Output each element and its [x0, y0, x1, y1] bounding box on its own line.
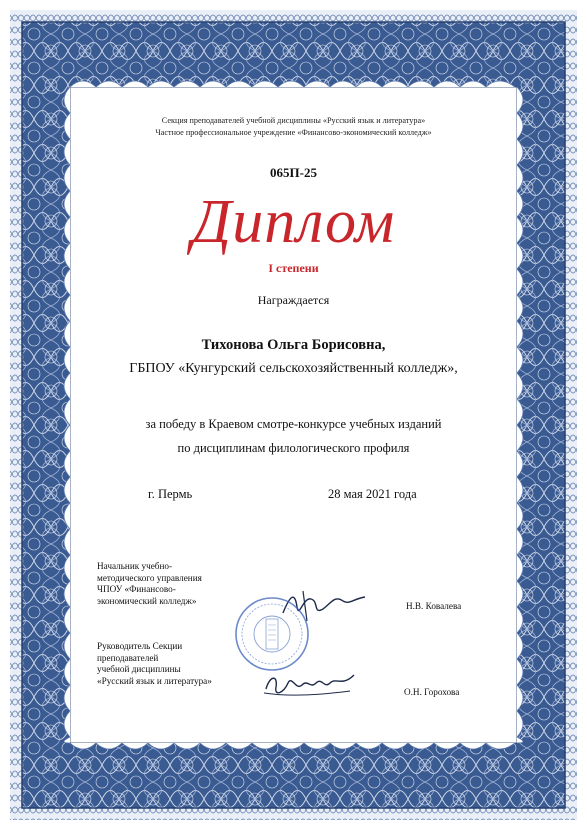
awarded-label: Награждается: [257, 293, 330, 307]
reason-line-1: за победу в Краевом смотре-конкурсе учебных изданий: [145, 417, 442, 431]
reason-line-2: по дисциплинам филологического профиля: [177, 441, 410, 455]
diploma-content: [78, 95, 509, 735]
diploma-title: Диплом: [191, 188, 396, 256]
diploma-degree: I степени: [268, 261, 319, 275]
signatory-2-name: О.Н. Горохова: [404, 687, 460, 697]
signatory-1-position-line: экономический колледж»: [97, 595, 197, 606]
signatory-1-position-line: методического управления: [97, 572, 202, 583]
recipient-organization: ГБПОУ «Кунгурский сельскохозяйственный колледж»,: [129, 361, 458, 376]
diploma-number: 065П-25: [270, 165, 317, 180]
signature-2: [260, 667, 360, 701]
official-stamp: [233, 595, 311, 673]
header-section-line: Секция преподавателей учебной дисциплины «Русский язык и литература»: [161, 116, 426, 125]
signatory-1-position: [97, 561, 202, 607]
recipient-name: Тихонова Ольга Борисовна,: [201, 337, 386, 353]
signatory-1-position-line: Начальник учебно-: [97, 561, 173, 571]
city: г. Пермь: [148, 487, 193, 501]
award-date: 28 мая 2021 года: [328, 487, 417, 501]
signatory-2-position-line: «Русский язык и литература»: [97, 675, 212, 686]
signatory-2-position: [97, 641, 212, 687]
signatory-2-position-line: преподавателей: [97, 652, 159, 663]
signatory-1-position-line: ЧПОУ «Финансово-: [97, 584, 176, 594]
header-institution-line: Частное профессиональное учреждение «Финансово-экономический колледж»: [155, 128, 432, 137]
signatory-2-position-line: учебной дисциплины: [97, 664, 181, 674]
signatory-2-position-line: Руководитель Секции: [97, 641, 183, 651]
signatory-1-name: Н.В. Ковалева: [406, 601, 462, 611]
